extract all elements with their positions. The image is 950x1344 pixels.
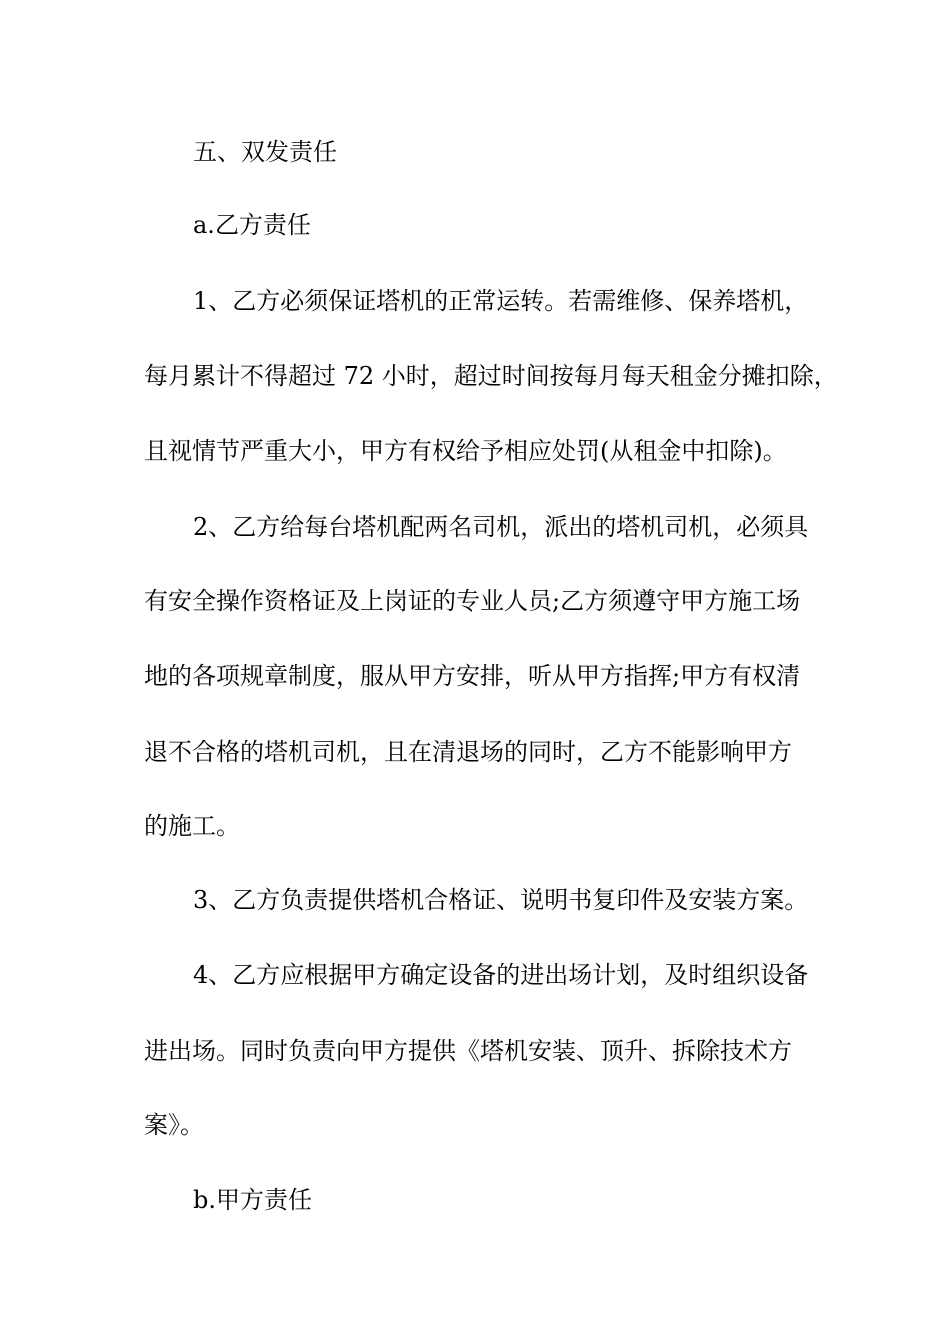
subsection-heading-a: a.乙方责任: [193, 211, 311, 239]
paragraph-line: 1、乙方必须保证塔机的正常运转。若需维修、保养塔机，: [193, 287, 809, 315]
paragraph-line: 有安全操作资格证及上岗证的专业人员;乙方须遵守甲方施工场: [144, 587, 801, 615]
paragraph-line: 3、乙方负责提供塔机合格证、说明书复印件及安装方案。: [193, 886, 809, 914]
paragraph-line: 2、乙方给每台塔机配两名司机，派出的塔机司机，必须具: [193, 513, 809, 541]
paragraph-line: 且视情节严重大小，甲方有权给予相应处罚(从租金中扣除)。: [144, 437, 787, 465]
paragraph-line: 进出场。同时负责向甲方提供《塔机安装、顶升、拆除技术方: [144, 1037, 792, 1065]
section-heading: 五、双发责任: [193, 138, 337, 166]
subsection-heading-b: b.甲方责任: [193, 1186, 312, 1214]
paragraph-line: 的施工。: [144, 812, 240, 840]
paragraph-line: 4、乙方应根据甲方确定设备的进出场计划，及时组织设备: [193, 961, 809, 989]
paragraph-line: 每月累计不得超过 72 小时，超过时间按每月每天租金分摊扣除，: [144, 362, 838, 390]
paragraph-line: 案》。: [144, 1111, 204, 1139]
paragraph-line: 退不合格的塔机司机，且在清退场的同时，乙方不能影响甲方: [144, 738, 792, 766]
paragraph-line: 地的各项规章制度，服从甲方安排，听从甲方指挥;甲方有权清: [144, 662, 801, 690]
